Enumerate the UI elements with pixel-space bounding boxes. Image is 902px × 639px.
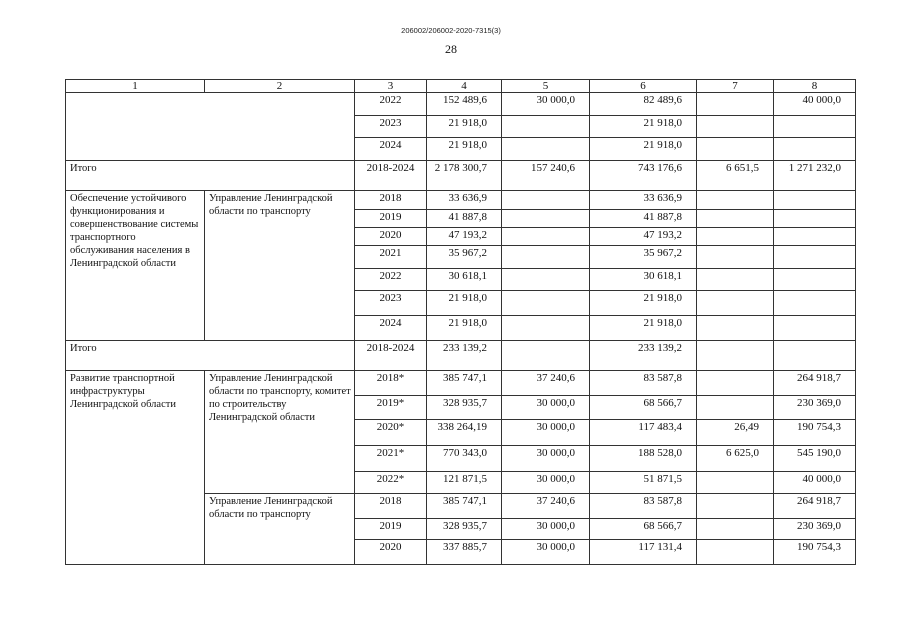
- value-cell: 2 178 300,7: [427, 160, 502, 190]
- year-cell: 2018: [355, 190, 427, 209]
- column-header: 6: [590, 80, 697, 93]
- period-cell: 2018-2024: [355, 160, 427, 190]
- value-cell: 6 625,0: [697, 445, 774, 471]
- value-cell: 190 754,3: [774, 540, 856, 565]
- value-cell: 68 566,7: [590, 518, 697, 539]
- value-cell: 190 754,3: [774, 420, 856, 446]
- value-cell: 743 176,6: [590, 160, 697, 190]
- year-cell: 2020: [355, 228, 427, 246]
- value-cell: 21 918,0: [427, 115, 502, 138]
- year-cell: 2023: [355, 291, 427, 316]
- table-row: [66, 93, 856, 116]
- value-cell: [774, 228, 856, 246]
- value-cell: 30 618,1: [590, 268, 697, 291]
- column-number-row: [66, 80, 856, 93]
- budget-table: [65, 79, 856, 565]
- value-cell: 21 918,0: [590, 115, 697, 138]
- value-cell: 83 587,8: [590, 494, 697, 519]
- table-row: [66, 370, 856, 396]
- value-cell: [697, 340, 774, 370]
- value-cell: 30 000,0: [502, 396, 590, 420]
- year-cell: 2019*: [355, 396, 427, 420]
- value-cell: 30 000,0: [502, 445, 590, 471]
- value-cell: 328 935,7: [427, 396, 502, 420]
- value-cell: [697, 471, 774, 494]
- value-cell: 121 871,5: [427, 471, 502, 494]
- value-cell: 328 935,7: [427, 518, 502, 539]
- value-cell: [502, 316, 590, 341]
- total-label: Итого: [66, 340, 355, 370]
- value-cell: 30 000,0: [502, 540, 590, 565]
- value-cell: 21 918,0: [590, 291, 697, 316]
- value-cell: 30 000,0: [502, 518, 590, 539]
- value-cell: [502, 246, 590, 269]
- value-cell: 21 918,0: [427, 138, 502, 161]
- value-cell: [502, 268, 590, 291]
- value-cell: [697, 316, 774, 341]
- value-cell: 30 000,0: [502, 93, 590, 116]
- value-cell: [697, 93, 774, 116]
- value-cell: 385 747,1: [427, 494, 502, 519]
- value-cell: [774, 316, 856, 341]
- value-cell: [697, 518, 774, 539]
- year-cell: 2018: [355, 494, 427, 519]
- value-cell: 264 918,7: [774, 370, 856, 396]
- column-header: 4: [427, 80, 502, 93]
- value-cell: [502, 209, 590, 227]
- value-cell: [502, 340, 590, 370]
- value-cell: [697, 115, 774, 138]
- value-cell: [774, 246, 856, 269]
- value-cell: 545 190,0: [774, 445, 856, 471]
- year-cell: 2022*: [355, 471, 427, 494]
- value-cell: [774, 291, 856, 316]
- value-cell: 47 193,2: [427, 228, 502, 246]
- year-cell: 2018*: [355, 370, 427, 396]
- column-header: 1: [66, 80, 205, 93]
- period-cell: 2018-2024: [355, 340, 427, 370]
- year-cell: 2020*: [355, 420, 427, 446]
- value-cell: 6 651,5: [697, 160, 774, 190]
- value-cell: 37 240,6: [502, 494, 590, 519]
- executor-cell: Управление Ленинградской области по транспорту: [205, 494, 355, 565]
- page-number: 28: [445, 42, 457, 56]
- value-cell: [774, 268, 856, 291]
- value-cell: 338 264,19: [427, 420, 502, 446]
- value-cell: [697, 291, 774, 316]
- year-cell: 2023: [355, 115, 427, 138]
- value-cell: 30 000,0: [502, 420, 590, 446]
- value-cell: 188 528,0: [590, 445, 697, 471]
- year-cell: 2021*: [355, 445, 427, 471]
- value-cell: 337 885,7: [427, 540, 502, 565]
- value-cell: 82 489,6: [590, 93, 697, 116]
- value-cell: [502, 115, 590, 138]
- value-cell: 33 636,9: [590, 190, 697, 209]
- year-cell: 2021: [355, 246, 427, 269]
- year-cell: 2020: [355, 540, 427, 565]
- year-cell: 2024: [355, 316, 427, 341]
- value-cell: 117 131,4: [590, 540, 697, 565]
- value-cell: [502, 291, 590, 316]
- column-header: 7: [697, 80, 774, 93]
- total-label: Итого: [66, 160, 355, 190]
- value-cell: [697, 228, 774, 246]
- year-cell: 2019: [355, 518, 427, 539]
- total-row: [66, 340, 856, 370]
- executor-cell: Управление Ленинградской области по транспорту, комитет по строительству Ленинградской области: [205, 370, 355, 493]
- value-cell: 30 618,1: [427, 268, 502, 291]
- value-cell: 21 918,0: [590, 316, 697, 341]
- value-cell: 21 918,0: [427, 291, 502, 316]
- column-header: 5: [502, 80, 590, 93]
- value-cell: 30 000,0: [502, 471, 590, 494]
- value-cell: 230 369,0: [774, 518, 856, 539]
- value-cell: 26,49: [697, 420, 774, 446]
- value-cell: [774, 190, 856, 209]
- value-cell: 35 967,2: [427, 246, 502, 269]
- value-cell: [697, 138, 774, 161]
- year-cell: 2022: [355, 93, 427, 116]
- year-cell: 2024: [355, 138, 427, 161]
- value-cell: [502, 138, 590, 161]
- value-cell: 264 918,7: [774, 494, 856, 519]
- value-cell: 1 271 232,0: [774, 160, 856, 190]
- value-cell: 117 483,4: [590, 420, 697, 446]
- value-cell: 35 967,2: [590, 246, 697, 269]
- value-cell: 770 343,0: [427, 445, 502, 471]
- value-cell: [697, 396, 774, 420]
- value-cell: 41 887,8: [427, 209, 502, 227]
- value-cell: 83 587,8: [590, 370, 697, 396]
- value-cell: 21 918,0: [590, 138, 697, 161]
- total-row: [66, 160, 856, 190]
- year-cell: 2022: [355, 268, 427, 291]
- value-cell: [502, 228, 590, 246]
- column-header: 8: [774, 80, 856, 93]
- document-id: 206002/206002-2020-7315(3): [401, 26, 501, 35]
- value-cell: 233 139,2: [590, 340, 697, 370]
- value-cell: 37 240,6: [502, 370, 590, 396]
- value-cell: [697, 370, 774, 396]
- value-cell: 230 369,0: [774, 396, 856, 420]
- value-cell: [697, 494, 774, 519]
- value-cell: 40 000,0: [774, 471, 856, 494]
- value-cell: [697, 209, 774, 227]
- value-cell: 33 636,9: [427, 190, 502, 209]
- value-cell: 68 566,7: [590, 396, 697, 420]
- activity-cell: Обеспечение устойчивого функционирования и совершенствование системы транспортного обслуживания населения в Ленинградской области: [66, 190, 205, 340]
- value-cell: [697, 246, 774, 269]
- year-cell: 2019: [355, 209, 427, 227]
- column-header: 2: [205, 80, 355, 93]
- value-cell: [697, 540, 774, 565]
- activity-cell: Развитие транспортной инфраструктуры Ленинградской области: [66, 370, 205, 564]
- value-cell: [774, 209, 856, 227]
- value-cell: 41 887,8: [590, 209, 697, 227]
- value-cell: [774, 115, 856, 138]
- executor-cell: Управление Ленинградской области по транспорту: [205, 190, 355, 340]
- value-cell: [774, 340, 856, 370]
- value-cell: 152 489,6: [427, 93, 502, 116]
- value-cell: 47 193,2: [590, 228, 697, 246]
- value-cell: 51 871,5: [590, 471, 697, 494]
- value-cell: [697, 268, 774, 291]
- value-cell: [502, 190, 590, 209]
- activity-cell: [66, 93, 355, 161]
- value-cell: 21 918,0: [427, 316, 502, 341]
- value-cell: 233 139,2: [427, 340, 502, 370]
- column-header: 3: [355, 80, 427, 93]
- value-cell: 385 747,1: [427, 370, 502, 396]
- table-row: [66, 190, 856, 209]
- value-cell: 40 000,0: [774, 93, 856, 116]
- value-cell: [774, 138, 856, 161]
- value-cell: 157 240,6: [502, 160, 590, 190]
- value-cell: [697, 190, 774, 209]
